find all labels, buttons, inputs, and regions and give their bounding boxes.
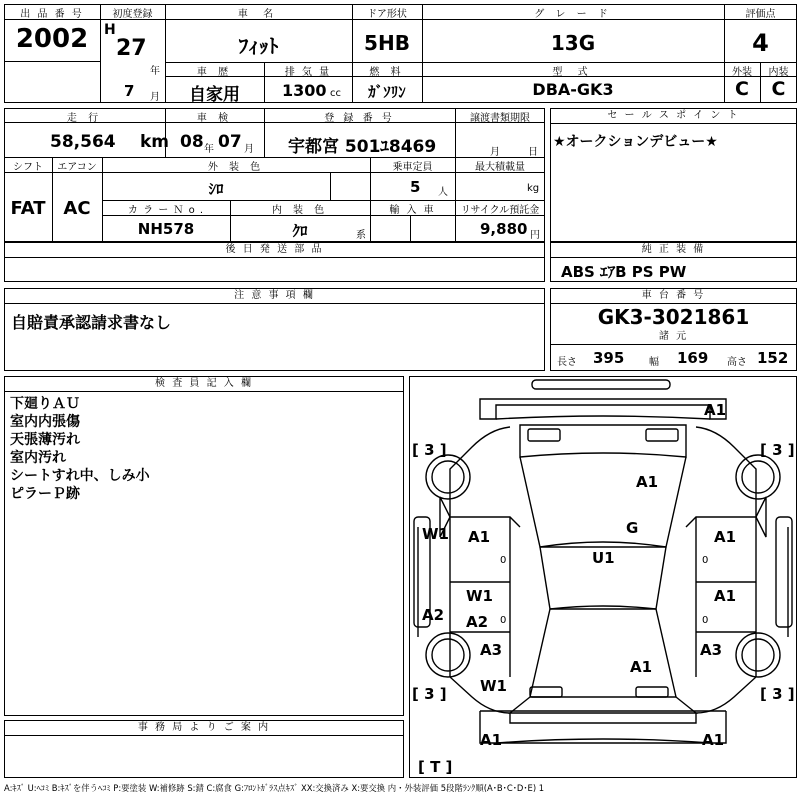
fuel-label: 燃 料 (369, 67, 405, 78)
capacity-value: 5 (410, 178, 421, 196)
recycle-label: リサイクル預託金 (460, 205, 540, 216)
later-parts-panel (4, 242, 545, 282)
ext-value: C (735, 78, 749, 100)
inspector-note: 天張薄汚れ (10, 432, 80, 448)
caution-label: 注 意 事 項 欄 (5, 289, 544, 304)
office-label: 事 務 局 よ り ご 案 内 (5, 721, 403, 736)
fuel-value: ｶﾞｿﾘﾝ (368, 83, 406, 101)
car-diagram (410, 377, 796, 777)
month-unit: 月 (150, 92, 160, 103)
history-label: 車 歴 (196, 67, 233, 78)
recycle-value: 9,880 (480, 220, 528, 238)
mark-rear-door-right: A1 (714, 587, 737, 605)
inspection-month-unit: 月 (244, 144, 254, 155)
transfer-label: 譲渡書類期限 (470, 113, 530, 124)
ext-color-label: 外 装 色 (207, 162, 265, 173)
score-label: 評価点 (745, 9, 776, 20)
mark-small-right-2: 0 (702, 615, 709, 626)
grade-value: 13G (550, 31, 596, 55)
caution-text: 自賠責承認請求書なし (11, 313, 172, 332)
inspector-note: 室内汚れ (10, 450, 66, 466)
sales-point-text: ★オークションデビュー★ (553, 134, 718, 150)
first-reg-label: 初度登録 (112, 9, 153, 20)
mark-front-bumper: A1 (704, 401, 727, 419)
shift-label: シフト (13, 162, 43, 173)
genuine-label: 純 正 装 備 (551, 243, 796, 258)
car-name-value: ﾌｨｯﾄ (238, 34, 279, 58)
width-label: 幅 (649, 357, 659, 368)
lot-value: 2002 (15, 24, 89, 54)
int-label: 内装 (768, 67, 789, 78)
displacement-unit: cc (330, 88, 341, 99)
month-value: 7 (124, 82, 135, 100)
shift-value: FAT (10, 198, 46, 219)
era-value: H (104, 22, 116, 38)
inspection-year-unit: 年 (204, 144, 214, 155)
length-value: 395 (593, 349, 625, 367)
mark-rear-quarter-left: W1 (480, 677, 507, 695)
int-value: C (771, 78, 786, 100)
grade-label: グ レ ー ド (534, 9, 612, 20)
inspection-label: 車 検 (196, 113, 233, 124)
registration-value: 宇都宮 501ﾕ8469 (288, 137, 437, 157)
inspector-note: 下廻りＡＵ (10, 396, 80, 412)
registration-label: 登 録 番 号 (324, 113, 395, 124)
mark-rear-fender-left: A3 (480, 641, 503, 659)
sales-point-label: セ ー ル ス ポ イ ン ト (551, 109, 796, 124)
mark-rear-bumper-left: A1 (480, 731, 503, 749)
car-name-label: 車 名 (237, 9, 280, 20)
mileage-value: 58,564 (50, 132, 116, 152)
later-parts-label: 後 日 発 送 部 品 (5, 243, 544, 258)
chassis-value: GK3-3021861 (597, 305, 750, 329)
chassis-label: 車 台 番 号 (551, 289, 796, 304)
ac-value: AC (63, 198, 91, 219)
inspection-year: 08 (180, 132, 204, 152)
mark-rear-fender-right: A3 (700, 641, 723, 659)
year-value: 27 (116, 36, 147, 61)
mark-sill-left: A2 (422, 606, 445, 624)
tire-fl-label: [ 3 ] (412, 441, 447, 459)
mark-rear-bumper-right: A1 (702, 731, 725, 749)
car-diagram-panel (409, 376, 797, 778)
mileage-unit: km (140, 132, 170, 152)
recycle-unit: 円 (530, 230, 540, 241)
capacity-label: 乗車定員 (392, 162, 433, 173)
capacity-unit: 人 (438, 187, 448, 198)
width-value: 169 (677, 349, 709, 367)
door-label: ドア形状 (367, 9, 407, 20)
mark-windshield: G (626, 519, 639, 537)
int-color-label: 内 装 色 (271, 205, 329, 216)
genuine-text: ABS ｴｱB PS PW (561, 263, 687, 281)
load-label: 最大積載量 (475, 162, 525, 173)
sales-point-panel (550, 108, 797, 242)
genuine-panel (550, 242, 797, 282)
inspector-note: 室内内張傷 (10, 414, 80, 430)
mark-front-door-left: A1 (468, 528, 491, 546)
mileage-label: 走 行 (66, 113, 103, 124)
inspection-month: 07 (218, 132, 242, 152)
chassis-panel (550, 288, 797, 371)
load-unit: kg (527, 183, 540, 194)
mark-front-fender-left: W1 (422, 525, 449, 543)
tire-fr-label: [ 3 ] (760, 441, 795, 459)
int-color-value: ｸﾛ (292, 222, 308, 240)
tire-rr-label: [ 3 ] (760, 685, 795, 703)
import-label: 輸 入 車 (389, 205, 436, 216)
mark-front-door-right: A1 (714, 528, 737, 546)
displacement-label: 排 気 量 (284, 67, 332, 78)
inspector-note: ピラーＰ跡 (10, 486, 80, 502)
mark-trunk: A1 (630, 658, 653, 676)
history-value: 自家用 (189, 85, 240, 105)
ac-label: エアコン (57, 162, 97, 173)
tire-rl-label: [ 3 ] (412, 685, 447, 703)
mark-small-right-1: 0 (702, 555, 709, 566)
model-value: DBA-GK3 (532, 80, 614, 99)
tire-t-label: [ T ] (418, 758, 453, 776)
ext-color-value: ｼﾛ (208, 180, 224, 198)
ext-label: 外装 (732, 67, 752, 78)
inspector-panel (4, 376, 404, 716)
mark-rear-door-left-2: A2 (466, 613, 489, 631)
spec-label: 諸 元 (551, 330, 796, 345)
length-label: 長さ (557, 357, 577, 368)
inspector-note: シートすれ中、しみ小 (10, 468, 150, 484)
height-value: 152 (757, 349, 789, 367)
inspector-label: 検 査 員 記 入 欄 (5, 377, 403, 392)
int-color-unit: 系 (356, 230, 366, 241)
caution-panel (4, 288, 545, 371)
model-label: 型 式 (552, 67, 594, 78)
displacement-value: 1300 (282, 81, 327, 100)
mark-roof: U1 (592, 549, 615, 567)
mark-small-left-2: 0 (500, 615, 507, 626)
transfer-month-unit: 月 (490, 147, 500, 158)
door-value: 5HB (364, 31, 410, 55)
score-value: 4 (752, 29, 769, 57)
year-unit: 年 (150, 66, 160, 77)
transfer-day-unit: 日 (528, 147, 538, 158)
mark-rear-door-left-1: W1 (466, 587, 493, 605)
color-no-value: NH578 (137, 220, 195, 238)
office-panel (4, 720, 404, 778)
legend-text: A:ｷｽﾞ U:ﾍｺﾐ B:ｷｽﾞを伴うﾍｺﾐ P:要塗装 W:補修跡 S:錆 C:腐食 G:ﾌﾛﾝﾄｶﾞﾗｽ点ｷｽﾞ XX:交換済み X:要交換 内・外装評価 5段階ﾗﾝｸ順(A･B･C･D･E) 1 (4, 783, 545, 793)
lot-label: 出 品 番 号 (20, 9, 84, 20)
mark-hood: A1 (636, 473, 659, 491)
mark-small-left-1: 0 (500, 555, 507, 566)
height-label: 高さ (727, 357, 747, 368)
color-no-label: カ ラ ー Ｎ o . (127, 205, 205, 216)
